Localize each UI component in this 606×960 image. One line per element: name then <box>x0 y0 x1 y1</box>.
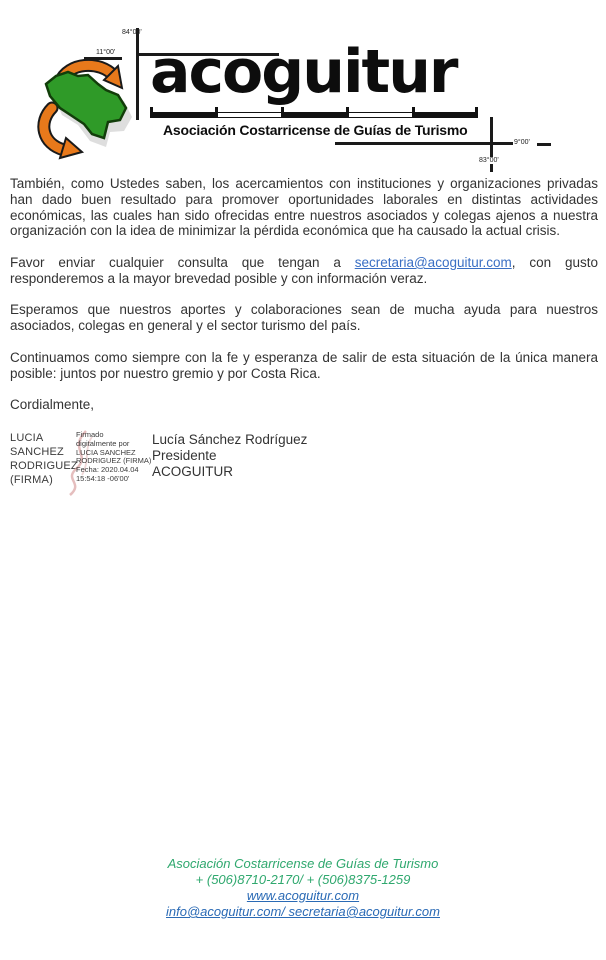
map-scale-bar <box>150 112 478 118</box>
scale-bar-tick <box>281 107 284 118</box>
closing-salutation: Cordialmente, <box>10 397 95 413</box>
scale-bar-tick <box>475 107 478 118</box>
scale-bar-segment <box>216 112 282 118</box>
paragraph-3: Esperamos que nuestros aportes y colaboraciones sean de mucha ayuda para nuestros asociados, colegas en general y el sector turismo del país. <box>10 302 598 334</box>
coordinate-label-11: 11°00' <box>96 49 116 56</box>
signature-detail-line: Fecha: 2020.04.04 <box>76 465 139 475</box>
scale-bar-tick <box>215 107 218 118</box>
tagline: Asociación Costarricense de Guías de Turismo <box>163 122 468 138</box>
secretaria-email-link[interactable]: secretaria@acoguitur.com <box>354 254 512 270</box>
signer-organization: ACOGUITUR <box>152 463 233 479</box>
scale-bar-tick <box>346 107 349 118</box>
scale-bar-tick <box>412 107 415 118</box>
scale-bar-segment <box>412 112 478 118</box>
scale-bar-tick <box>150 107 153 118</box>
coordinate-label-83: 83°00' <box>479 157 499 164</box>
digital-signature-stamp-name: LUCIA SANCHEZ RODRIGUEZ (FIRMA) <box>10 432 78 486</box>
signature-detail-line: digitalmente por <box>76 438 130 448</box>
signature-detail-line: LUCIA SANCHEZ <box>76 447 136 457</box>
paragraph-1: También, como Ustedes saben, los acercamientos con instituciones y organizaciones privadas han dado buen resultado para promover oportunidades laborales en distintas actividades económicas, las cuales han sido ofrecidas entre nuestros asociados y colegas ajenos a nuestra organización con la idea de minimizar la pérdida económica que ha causado la actual crisis. <box>10 176 598 239</box>
paragraph-2-after: , con gusto responderemos a la mayor brevedad posible y con información veraz. <box>10 254 598 286</box>
footer-website-link[interactable]: www.acoguitur.com <box>246 888 360 903</box>
crosshair-horizontal-line-right <box>335 142 513 145</box>
signature-block <box>0 429 606 499</box>
acoguitur-logo-icon <box>26 50 148 170</box>
wordmark: acoguitur <box>150 37 457 107</box>
signer-identity <box>152 432 307 479</box>
paragraph-4: Continuamos como siempre con la fe y esperanza de salir de esta situación de la única manera posible: juntos por nuestro gremio y por Costa Rica. <box>10 349 598 381</box>
paragraph-2-before: Favor enviar cualquier consulta que tengan a <box>10 254 355 270</box>
digital-signature-details <box>76 431 154 484</box>
signature-detail-line: 15:54:18 -06'00' <box>76 473 130 483</box>
signature-detail-line: RODRIGUEZ (FIRMA) <box>76 456 152 466</box>
coordinate-label-9: 9°00' <box>514 139 530 146</box>
footer-email-links[interactable]: info@acoguitur.com/ secretaria@acoguitur.com <box>166 904 440 919</box>
paragraph-2 <box>10 255 598 287</box>
scale-bar-segment <box>281 112 347 118</box>
letterhead <box>0 0 606 175</box>
signer-name: Lucía Sánchez Rodríguez <box>152 432 308 447</box>
footer-phone-numbers: + (506)8710-2170/ + (506)8375-1259 <box>195 872 411 887</box>
footer-association-name: Asociación Costarricense de Guías de Turismo <box>167 856 439 871</box>
signature-detail-line: Firmado <box>76 430 104 439</box>
scale-bar-segment <box>150 112 216 118</box>
coordinate-label-84: 84°00' <box>122 29 142 36</box>
signer-title: Presidente <box>152 447 217 463</box>
scale-bar-segment <box>347 112 413 118</box>
letter-footer <box>0 856 606 920</box>
letter-body <box>10 176 598 413</box>
coordinate-dash <box>537 143 551 146</box>
